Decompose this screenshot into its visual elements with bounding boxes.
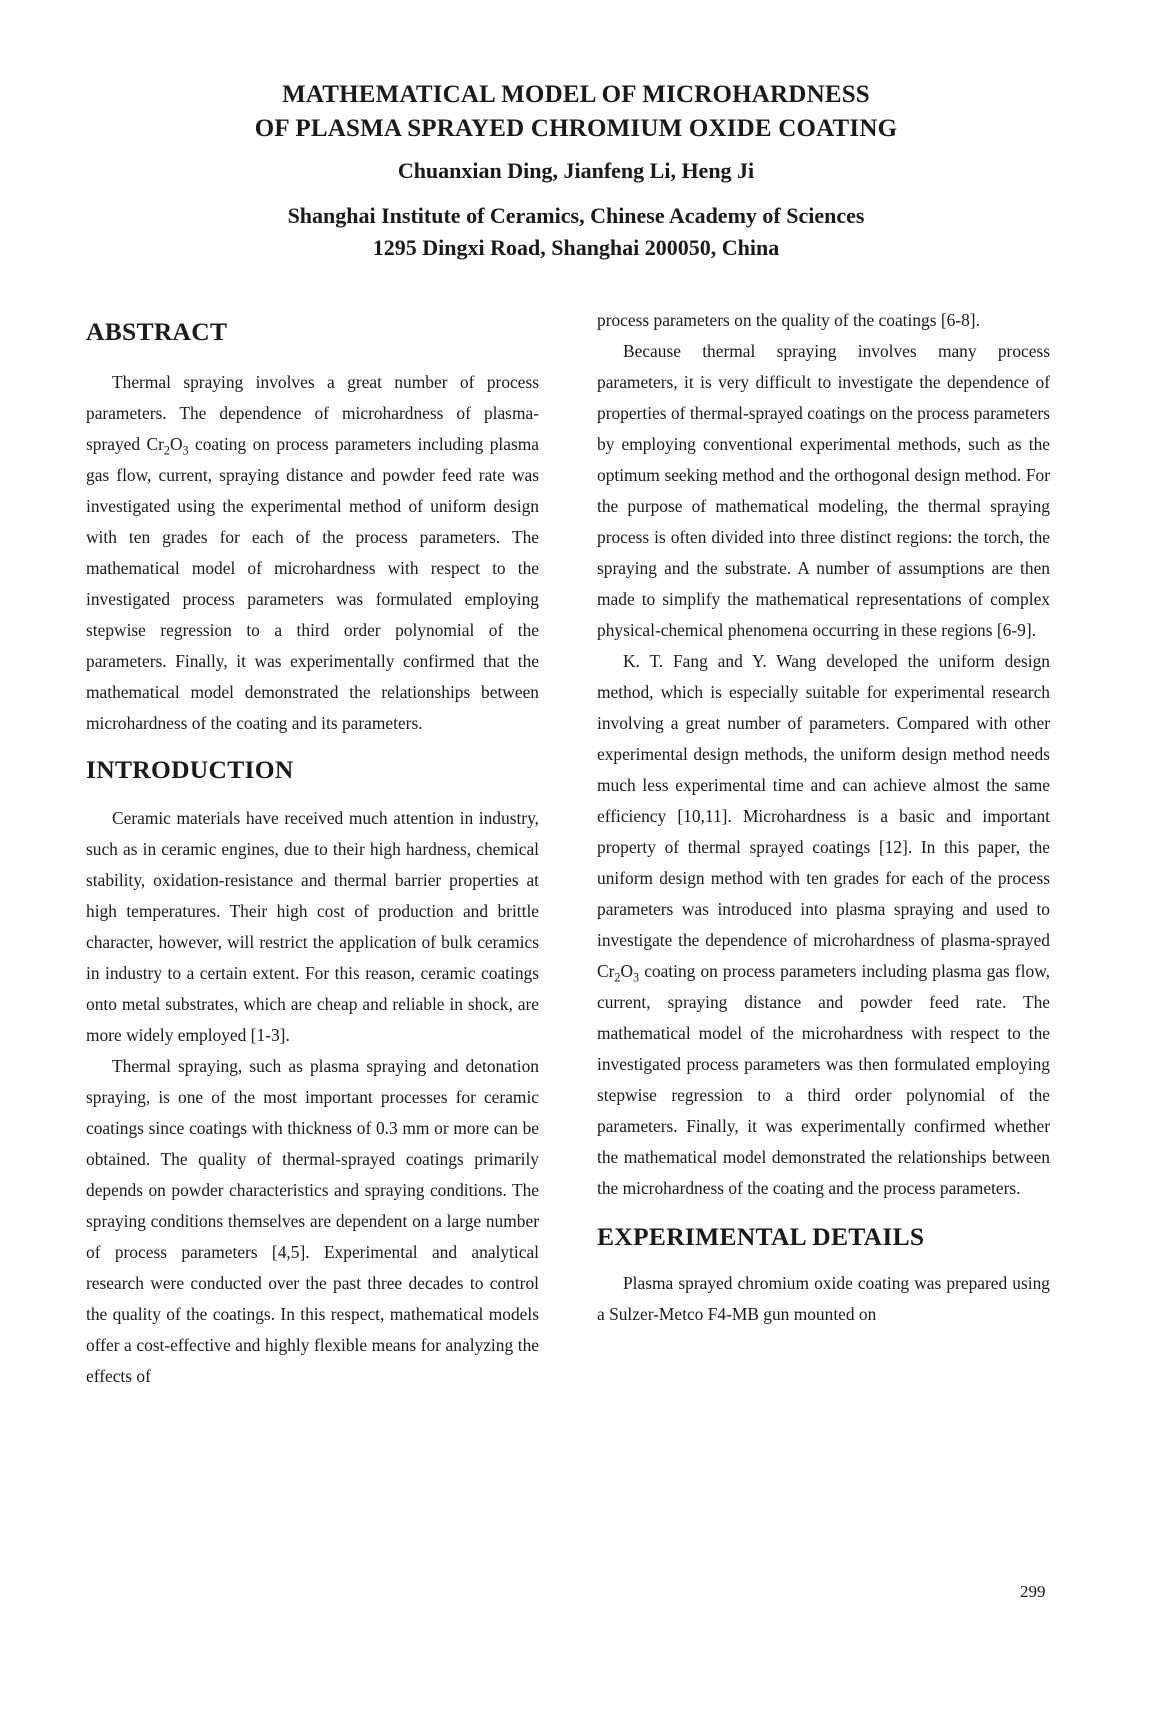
paper-header [0, 78, 1152, 264]
page-number: 299 [1020, 1582, 1046, 1601]
intro-paragraph-3: Because thermal spraying involves many process parameters, it is very difficult to investigate the dependence of properties of thermal-sprayed coatings on the process parameters by employing conventional experimental methods, such as the optimum seeking method and the orthogonal design method. For the purpose of mathematical modeling, the thermal spraying process is often divided into three distinct regions: the torch, the spraying and the substrate. A number of assumptions are then made to simplify the mathematical representations of complex physical-chemical phenomena occurring in these regions [6-9]. [597, 341, 1050, 640]
affiliation [0, 200, 1152, 264]
abstract-text-c: coating on process parameters including plasma gas flow, current, spraying distance and powder feed rate was investigated using the experimental method of uniform design with ten grades for each of the process parameters. The mathematical model of microhardness with respect to the investigated process parameters was formulated employing stepwise regression to a third order polynomial of the parameters. Finally, it was experimentally confirmed that the mathematical model demonstrated the relationships between microhardness of the coating and its parameters. [86, 434, 539, 733]
abstract-text-a: Thermal spraying involves a great number of process parameters. The dependence of microhardness of plasma-sprayed Cr [86, 372, 539, 454]
intro-p4-text-c: coating on process parameters including plasma gas flow, current, spraying distance and powder feed rate. The mathematical model of the microhardness with respect to the investigated process parameters was then formulated employing stepwise regression to a third order polynomial of the parameters. Finally, it was experimentally confirmed whether the mathematical model demonstrated the relationships between the microhardness of the coating and the process parameters. [597, 961, 1050, 1198]
author-list: Chuanxian Ding, Jianfeng Li, Heng Ji [397, 158, 755, 183]
experimental-paragraph-1: Plasma sprayed chromium oxide coating was prepared using a Sulzer-Metco F4-MB gun mounted on [597, 1273, 1050, 1324]
abstract-subscript-1: 2 [163, 443, 170, 458]
right-column [597, 305, 1050, 1330]
abstract-paragraph [86, 367, 539, 739]
abstract-subscript-2: 3 [182, 443, 189, 458]
introduction-heading: INTRODUCTION [86, 755, 294, 784]
title-line-2: OF PLASMA SPRAYED CHROMIUM OXIDE COATING [254, 115, 898, 142]
title-line-1: MATHEMATICAL MODEL OF MICROHARDNESS [282, 81, 870, 108]
affiliation-line-1: Shanghai Institute of Ceramics, Chinese Academy of Sciences [287, 203, 865, 228]
intro-paragraph-1: Ceramic materials have received much attention in industry, such as in ceramic engines, due to their high hardness, chemical stability, oxidation-resistance and thermal barrier properties at high temperatures. Their high cost of production and brittle character, however, will restrict the application of bulk ceramics in industry to a certain extent. For this reason, ceramic coatings onto metal substrates, which are cheap and reliable in shock, are more widely employed [1-3]. [86, 808, 539, 1045]
paper-title [0, 78, 1152, 146]
intro-paragraph-4 [597, 646, 1050, 1204]
intro-paragraph-2: Thermal spraying, such as plasma spraying and detonation spraying, is one of the most important processes for ceramic coatings since coatings with thickness of 0.3 mm or more can be obtained. The quality of thermal-sprayed coatings primarily depends on powder characteristics and spraying conditions. The spraying conditions themselves are dependent on a large number of process parameters [4,5]. Experimental and analytical research were conducted over the past three decades to control the quality of the coatings. In this respect, mathematical models offer a cost-effective and highly flexible means for analyzing the effects of [86, 1056, 539, 1386]
abstract-text-b: O [169, 434, 183, 454]
intro-paragraph-2-continued: process parameters on the quality of the coatings [6-8]. [597, 310, 980, 330]
affiliation-line-2: 1295 Dingxi Road, Shanghai 200050, China [372, 235, 780, 260]
intro-p4-subscript-1: 2 [614, 970, 621, 985]
intro-p4-text-b: O [620, 961, 634, 981]
intro-p4-text-a: K. T. Fang and Y. Wang developed the uniform design method, which is especially suitable for experimental research involving a great number of parameters. Compared with other experimental design methods, the uniform design method needs much less experimental time and can achieve almost the same efficiency [10,11]. Microhardness is a basic and important property of thermal sprayed coatings [12]. In this paper, the uniform design method with ten grades for each of the process parameters was introduced into plasma spraying and used to investigate the dependence of microhardness of plasma-sprayed Cr [597, 651, 1050, 981]
experimental-heading: EXPERIMENTAL DETAILS [597, 1222, 925, 1251]
abstract-heading: ABSTRACT [86, 317, 228, 346]
left-column [86, 305, 539, 1392]
intro-p4-subscript-2: 3 [633, 970, 640, 985]
